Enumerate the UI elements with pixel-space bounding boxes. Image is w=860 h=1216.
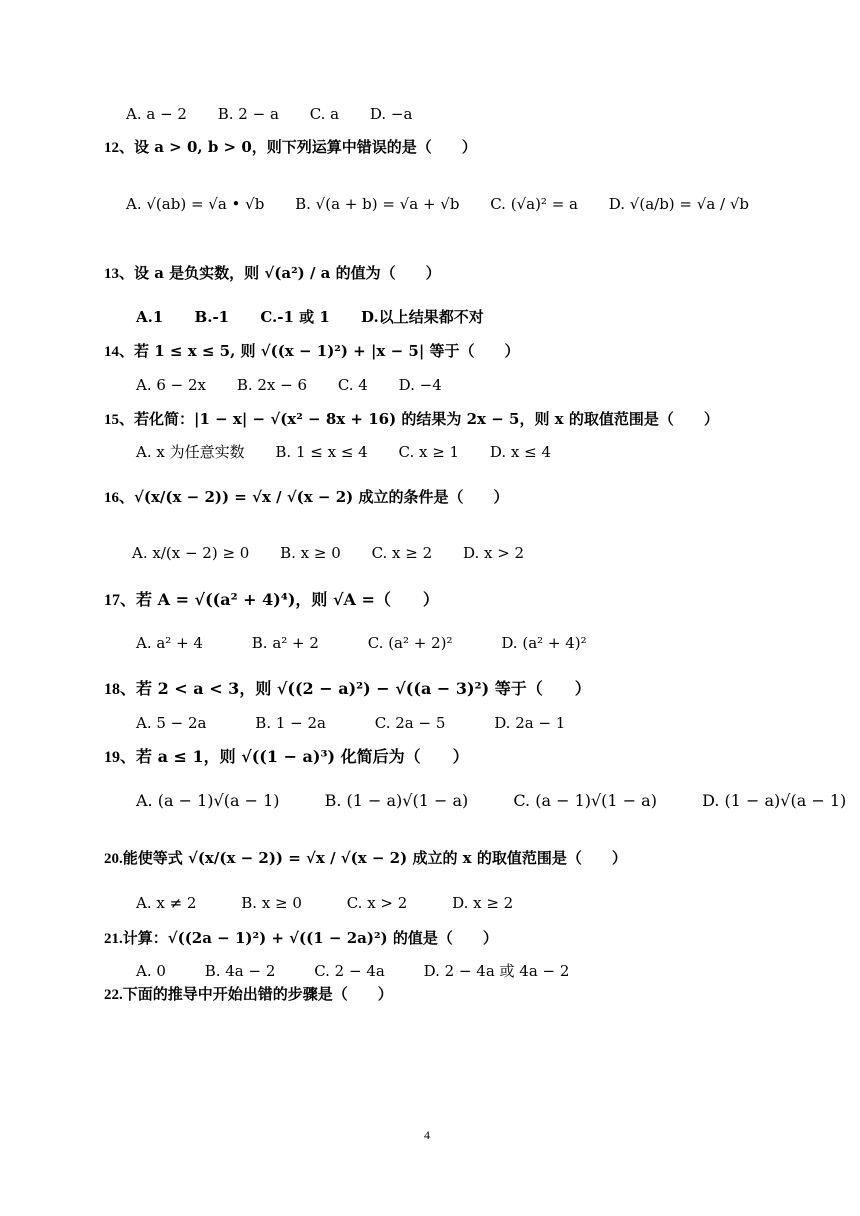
q22-stem: 下面的推导中开始出错的步骤是（ ）: [122, 985, 393, 1003]
q14-number: 14、: [104, 344, 135, 360]
q19-stem-line: [104, 747, 469, 768]
q19-option-d: D. (1 − a)√(a − 1): [702, 791, 847, 810]
q16-option-a: A. x/(x − 2) ≥ 0: [132, 544, 250, 562]
q14-option-d: D. −4: [398, 376, 442, 394]
q13-stem: 设 a 是负实数，则 √(a²) / a 的值为（ ）: [134, 264, 441, 282]
q17-stem: 若 A = √((a² + 4)⁴)，则 √A =（ ）: [136, 590, 439, 609]
q20-option-b: B. x ≥ 0: [241, 894, 302, 912]
q19-option-c: C. (a − 1)√(1 − a): [513, 791, 657, 810]
q20-option-a: A. x ≠ 2: [136, 894, 197, 912]
q12-option-b: B. √(a + b) = √a + √b: [295, 195, 460, 213]
q21-number: 21.: [104, 931, 123, 947]
q11-options: [126, 104, 438, 124]
q15-options: [136, 442, 577, 462]
q19-stem: 若 a ≤ 1，则 √((1 − a)³) 化简后为（ ）: [136, 747, 469, 766]
q13-option-b: B.-1: [194, 308, 230, 326]
q15-option-b: B. 1 ≤ x ≤ 4: [275, 443, 368, 461]
q11-option-a: A. a − 2: [126, 105, 187, 123]
q18-number: 18、: [104, 681, 137, 698]
q15-option-d: D. x ≤ 4: [489, 443, 552, 461]
q20-number: 20.: [104, 851, 123, 867]
q20-stem-line: [104, 848, 627, 869]
q11-option-d: D. −a: [369, 105, 413, 123]
q19-options: [136, 791, 860, 811]
q14-option-a: A. 6 − 2x: [136, 376, 207, 394]
q15-stem-line: [104, 409, 719, 430]
q13-options: [136, 307, 510, 327]
q12-stem: 设 a > 0, b > 0，则下列运算中错误的是（ ）: [134, 138, 477, 156]
q15-number: 15、: [104, 412, 135, 428]
q12-option-a: A. √(ab) = √a • √b: [126, 195, 265, 213]
q18-option-c: C. 2a − 5: [374, 714, 446, 732]
q21-option-c: C. 2 − 4a: [314, 962, 385, 980]
q18-option-b: B. 1 − 2a: [255, 714, 326, 732]
q16-stem-line: [104, 487, 508, 508]
q16-options: [132, 543, 550, 563]
q14-stem-line: [104, 341, 520, 362]
q19-option-b: B. (1 − a)√(1 − a): [324, 791, 469, 810]
q12-option-d: D. √(a/b) = √a / √b: [608, 195, 750, 213]
q16-stem: √(x/(x − 2)) = √x / √(x − 2) 成立的条件是（ ）: [134, 488, 509, 506]
q16-option-b: B. x ≥ 0: [280, 544, 341, 562]
q18-stem-line: [104, 679, 591, 700]
q12-number: 12、: [104, 140, 135, 156]
q21-option-a: A. 0: [136, 962, 166, 980]
q13-option-c: C.-1 或 1: [260, 308, 330, 326]
q13-option-a: A.1: [136, 308, 164, 326]
q19-option-a: A. (a − 1)√(a − 1): [136, 791, 280, 810]
q21-stem-line: [104, 928, 498, 949]
q11-option-b: B. 2 − a: [217, 105, 279, 123]
q12-options: [126, 194, 775, 214]
q21-stem: 计算：√((2a − 1)²) + √((1 − 2a)²) 的值是（ ）: [122, 929, 498, 947]
q12-stem-line: [104, 137, 477, 158]
q13-number: 13、: [104, 266, 135, 282]
q14-option-b: B. 2x − 6: [236, 376, 308, 394]
q18-options: [136, 713, 591, 733]
q20-option-d: D. x ≥ 2: [452, 894, 514, 912]
q15-option-a: A. x 为任意实数: [136, 443, 245, 461]
q22-number: 22.: [104, 987, 123, 1003]
page-number: 4: [424, 1128, 430, 1142]
q15-option-c: C. x ≥ 1: [398, 443, 460, 461]
q20-option-c: C. x > 2: [346, 894, 408, 912]
q16-number: 16、: [104, 490, 135, 506]
q17-option-b: B. a² + 2: [251, 634, 319, 652]
q18-stem: 若 2 < a < 3，则 √((2 − a)²) − √((a − 3)²) 等于（ ）: [136, 679, 591, 698]
q17-number: 17、: [104, 592, 137, 609]
q19-number: 19、: [104, 749, 137, 766]
q12-option-c: C. (√a)² = a: [490, 195, 578, 213]
q14-options: [136, 375, 468, 395]
q17-stem-line: [104, 590, 439, 611]
q21-options: [136, 961, 595, 981]
q18-option-d: D. 2a − 1: [494, 714, 566, 732]
q13-stem-line: [104, 263, 441, 284]
q18-option-a: A. 5 − 2a: [136, 714, 207, 732]
q17-options: [136, 633, 613, 653]
q17-option-a: A. a² + 4: [136, 634, 203, 652]
q17-option-c: C. (a² + 2)²: [367, 634, 453, 652]
q15-stem: 若化简：|1 − x| − √(x² − 8x + 16) 的结果为 2x − 5，则 x 的取值范围是（ ）: [134, 410, 719, 428]
q20-stem: 能使等式 √(x/(x − 2)) = √x / √(x − 2) 成立的 x 的取值范围是（ ）: [122, 849, 627, 867]
q14-option-c: C. 4: [337, 376, 368, 394]
q21-option-d: D. 2 − 4a 或 4a − 2: [423, 962, 570, 980]
q22-stem-line: [104, 984, 393, 1005]
q21-option-b: B. 4a − 2: [204, 962, 276, 980]
q16-option-d: D. x > 2: [462, 544, 525, 562]
q11-option-c: C. a: [309, 105, 340, 123]
q17-option-d: D. (a² + 4)²: [501, 634, 587, 652]
q13-option-d: D.以上结果都不对: [361, 308, 484, 326]
q16-option-c: C. x ≥ 2: [371, 544, 433, 562]
q20-options: [136, 893, 539, 913]
q14-stem: 若 1 ≤ x ≤ 5, 则 √((x − 1)²) + |x − 5| 等于（ ）: [134, 342, 520, 360]
